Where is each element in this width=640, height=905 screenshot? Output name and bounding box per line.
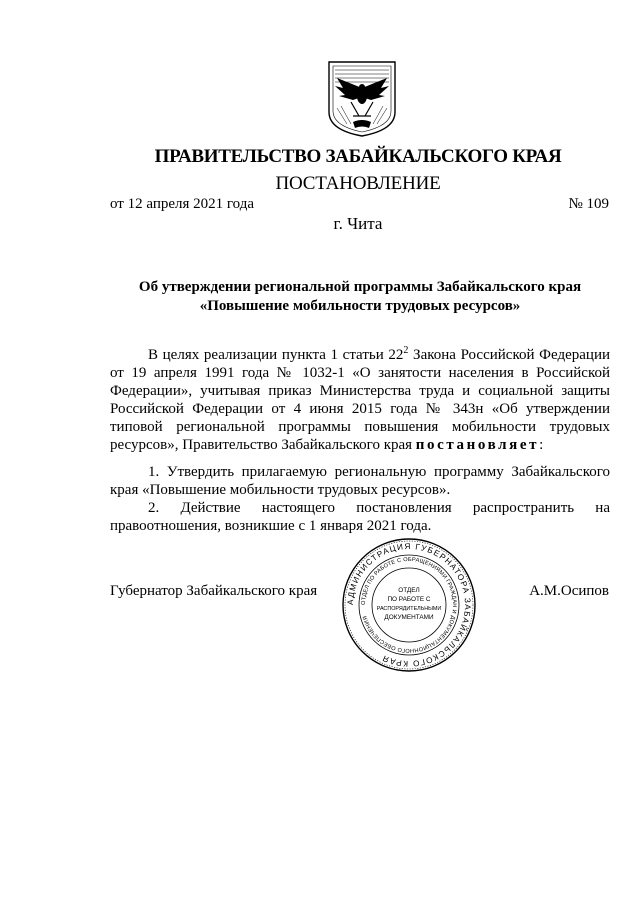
stamp-center-line-4: ДОКУМЕНТАМИ — [384, 614, 434, 621]
resolves-word: постановляет — [415, 437, 540, 453]
stamp-outer-text: АДМИНИСТРАЦИЯ ГУБЕРНАТОРА ЗАБАЙКАЛЬСКОГО КРАЯ — [345, 541, 473, 669]
clause-1: 1. Утвердить прилагаемую региональную программу Забайкальского края «Повышение мобильности трудовых ресурсов». — [110, 464, 610, 498]
stamp-center-line-2: ПО РАБОТЕ С — [387, 596, 431, 603]
official-stamp — [339, 535, 479, 675]
government-title: ПРАВИТЕЛЬСТВО ЗАБАЙКАЛЬСКОГО КРАЯ — [154, 146, 562, 167]
preamble-text-main: Закона Российской Федерации от 19 апреля 1991 года № 1032-1 «О занятости населения в Российской Федерации», учитывая приказ Министерства труда и социальной защиты Российской Федерации от 4 июня 2015 года № 343н «Об утверждении типовой региональной программы повышения мобильности трудовых ресурсов», Правительство Забайкальского края — [110, 347, 610, 453]
stamp-center-line-3: РАСПОРЯДИТЕЛЬНЫМИ — [376, 606, 442, 612]
subject-line-1: Об утверждении региональной программы Забайкальского края — [138, 279, 582, 295]
document-city: г. Чита — [333, 214, 383, 233]
stamp-center-line-1: ОТДЕЛ — [398, 587, 420, 594]
document-number: № 109 — [568, 196, 609, 212]
document-date: от 12 апреля 2021 года — [110, 196, 255, 212]
signatory-name: А.М.Осипов — [529, 583, 609, 599]
clause-2: 2. Действие настоящего постановления распространить на правоотношения, возникшие с 1 января 2021 года. — [110, 500, 610, 534]
preamble-colon: : — [539, 437, 544, 453]
document-subject — [110, 278, 610, 316]
document-type: ПОСТАНОВЛЕНИЕ — [275, 173, 441, 194]
signatory-title: Губернатор Забайкальского края — [110, 583, 318, 599]
svg-text:ОТДЕЛ ПО РАБОТЕ С ОБРАЩЕНИЯМИ — [361, 557, 457, 653]
coat-of-arms-icon — [323, 58, 401, 138]
article-superscript: 2 — [403, 345, 409, 356]
preamble-text-start: В целях реализации пункта 1 статьи 22 — [148, 347, 404, 363]
preamble-paragraph — [110, 346, 610, 454]
stamp-inner-text: ОТДЕЛ ПО РАБОТЕ С ОБРАЩЕНИЯМИ ГРАЖДАН И ДОКУМЕНТАЦИОННОГО ОБЕСПЕЧЕНИЯ — [360, 556, 458, 654]
subject-line-2: «Повышение мобильности трудовых ресурсов» — [199, 298, 521, 314]
